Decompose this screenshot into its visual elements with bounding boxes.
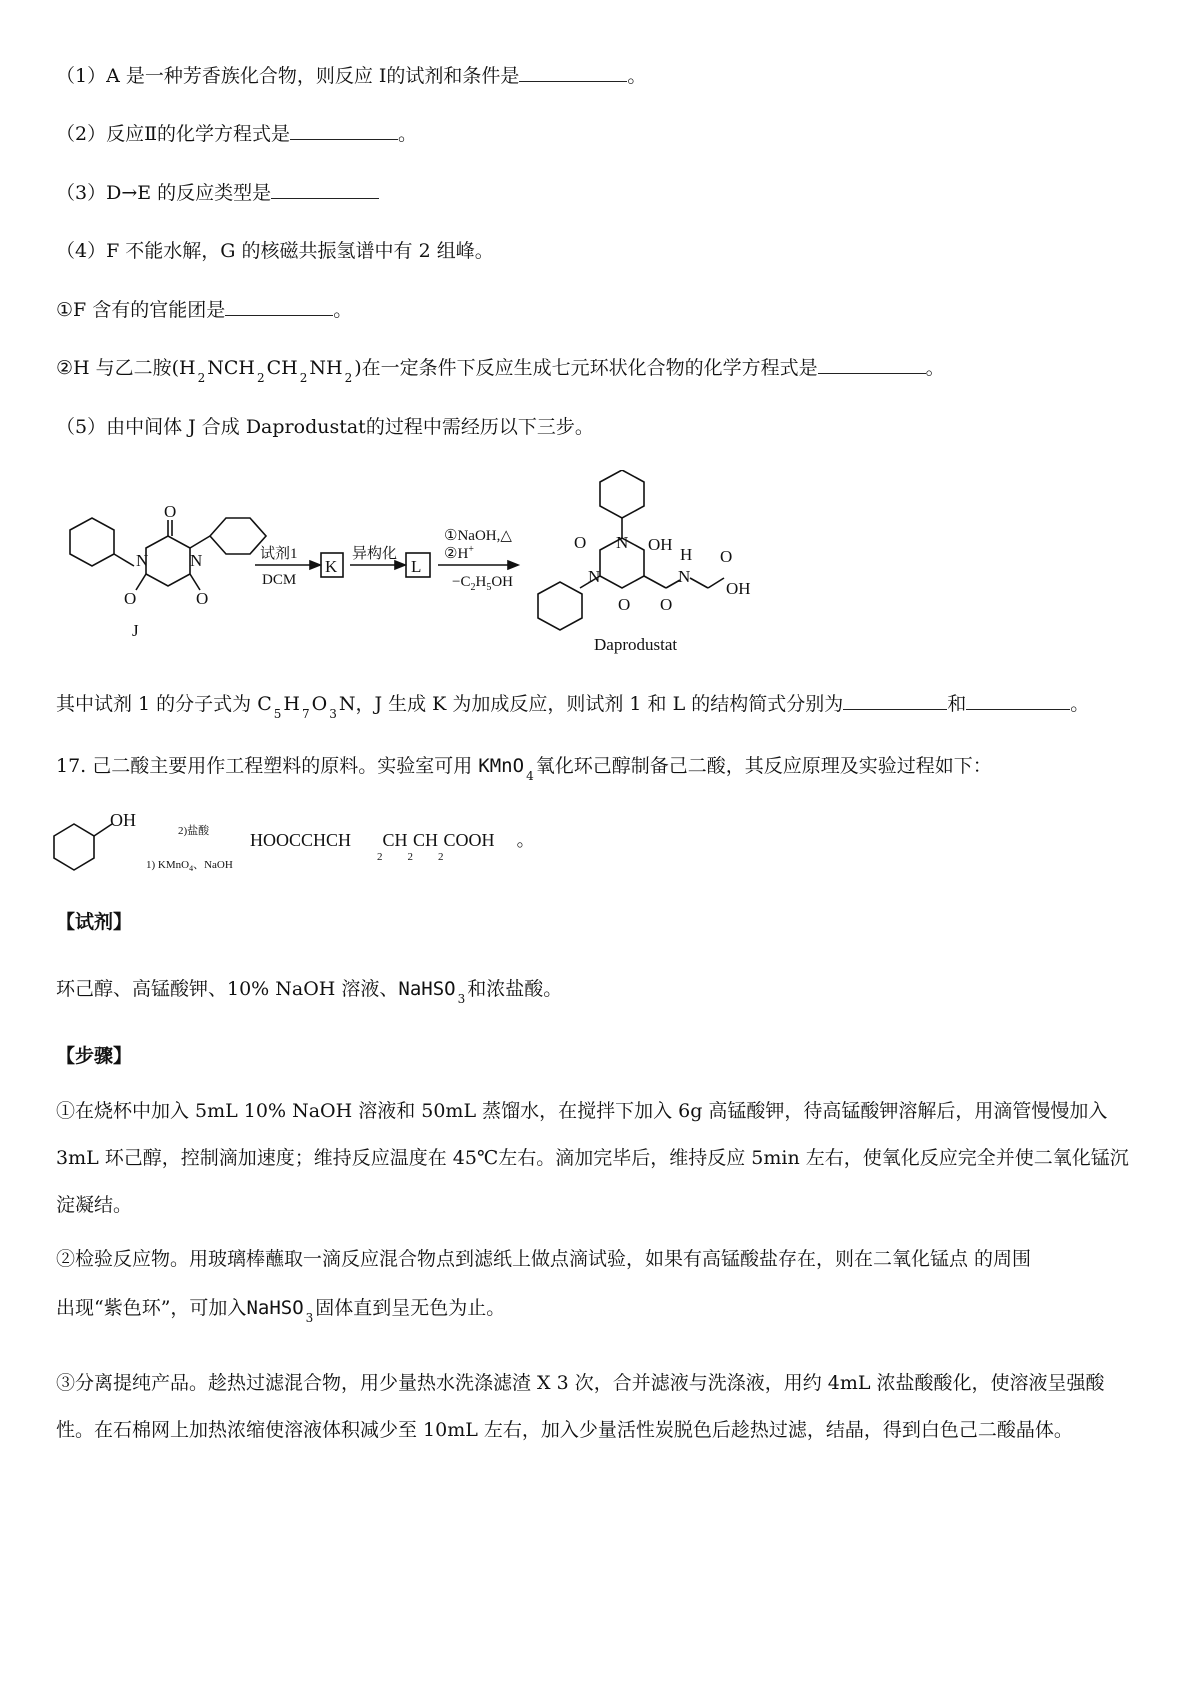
- cyclohexane-ring: [600, 470, 644, 518]
- answer-blank[interactable]: [519, 63, 627, 82]
- atom-label: O: [660, 595, 673, 614]
- atom-label: O: [720, 547, 733, 566]
- atom-label: O: [124, 589, 137, 608]
- condition-1: ①NaOH,△: [444, 528, 512, 544]
- compound-L: L: [411, 557, 422, 576]
- reagents-heading: 【试剂】: [56, 911, 133, 933]
- steps-heading: 【步骤】: [56, 1045, 133, 1067]
- isomerization-label: 异构化: [352, 546, 398, 562]
- product-label: Daprodustat: [594, 635, 678, 654]
- condition-top: 2)盐酸: [178, 825, 210, 837]
- q16-part3: （3）D→E 的反应类型是: [56, 179, 379, 207]
- q16-part5-question: 其中试剂 1 的分子式为 C $_5$ H $_7$ O $_3$ N，J 生成 K 为加成反应，则试剂 1 和 L 的结构简式分别为 和 。: [56, 693, 1090, 721]
- atom-label: N: [190, 551, 203, 570]
- atom-label: N: [588, 567, 601, 586]
- atom-label: OH: [648, 535, 673, 554]
- step-2-line1: ②检验反应物。用玻璃棒蘸取一滴反应混合物点到滤纸上做点滴试验，如果有高锰酸盐存在，则在二氧化锰点 的周围: [56, 1248, 1032, 1270]
- solvent-label: DCM: [262, 572, 297, 588]
- step-3: ③分离提纯产品。趁热过滤混合物，用少量热水洗涤滤渣 X 3 次，合并滤液与洗涤液，用约 4mL 浓盐酸酸化，使溶液呈强酸性。在石棉网上加热浓缩使溶液体积减少至 10mL 左右，加入少量活性炭脱色后趁热过滤，结晶，得到白色己二酸晶体。: [56, 1372, 1105, 1441]
- atom-label: H: [680, 545, 693, 564]
- answer-blank[interactable]: [843, 691, 947, 710]
- q16-part5: （5）由中间体 J 合成 Daprodustat的过程中需经历以下三步。: [56, 416, 594, 438]
- atom-label: OH: [726, 579, 751, 598]
- q16-part4-1: ①F 含有的官能团是 。: [56, 299, 353, 321]
- answer-blank[interactable]: [818, 355, 926, 374]
- q16-part1: （1）A 是一种芳香族化合物，则反应 Ⅰ的试剂和条件是 。: [56, 65, 647, 87]
- compound-label-J: J: [132, 621, 139, 640]
- oxidation-reaction: [40, 800, 600, 880]
- step-2-line2: 出现“紫色环”，可加入NaHSO $_3$ 固体直到呈无色为止。: [56, 1297, 506, 1325]
- elimination-label: $-C_2H_5OH$: [452, 574, 513, 593]
- cyclohexane-ring: [210, 518, 266, 554]
- atom-label: O: [164, 502, 177, 521]
- atom-label: O: [196, 589, 209, 608]
- answer-blank[interactable]: [290, 121, 398, 140]
- q17-intro: 17. 己二酸主要用作工程塑料的原料。实验室可用 KMnO $_4$ 氧化环己醇制备己二酸，其反应原理及实验过程如下：: [56, 755, 992, 783]
- cyclohexane-ring: [538, 582, 582, 630]
- answer-blank[interactable]: [966, 691, 1070, 710]
- step-1: ①在烧杯中加入 5mL 10% NaOH 溶液和 50mL 蒸馏水，在搅拌下加入 6g 高锰酸钾，待高锰酸钾溶解后，用滴管慢慢加入 3mL 环己醇，控制滴加速度；维持反应温度在 45℃左右。滴加完毕后，维持反应 5min 左右，使氧化反应完全并使二氧化锰沉淀凝结。: [56, 1100, 1129, 1216]
- synthesis-scheme: [40, 470, 760, 670]
- compound-K: K: [325, 557, 338, 576]
- hydroxyl-label: OH: [110, 810, 136, 830]
- atom-label: O: [574, 533, 587, 552]
- product-formula: $HOOCCHCH_2CH_2CH_2COOH$ 。: [250, 830, 535, 863]
- atom-label: O: [618, 595, 631, 614]
- atom-label: N: [678, 567, 691, 586]
- reagent-label: 试剂1: [260, 546, 298, 562]
- atom-label: N: [616, 533, 629, 552]
- cyclohexane-ring: [70, 518, 114, 566]
- answer-blank[interactable]: [225, 297, 333, 316]
- cyclohexanol-ring: [54, 824, 94, 870]
- atom-label: N: [136, 551, 149, 570]
- condition-2: ②H+: [444, 544, 474, 562]
- answer-blank[interactable]: [271, 180, 379, 199]
- q16-part4: （4）F 不能水解，G 的核磁共振氢谱中有 2 组峰。: [56, 240, 494, 262]
- q16-part2: （2）反应Ⅱ的化学方程式是 。: [56, 123, 418, 145]
- condition-bottom: 1) KMnO$_4$、NaOH: [146, 859, 233, 873]
- reagents-list: 环己醇、高锰酸钾、10% NaOH 溶液、NaHSO $_3$ 和浓盐酸。: [56, 978, 563, 1006]
- pyrimidine-ring: [146, 536, 190, 586]
- q16-part4-2: ②H 与乙二胺(H $_2$ NCH $_2$ CH $_2$ NH $_2$ )在一定条件下反应生成七元环状化合物的化学方程式是 。: [56, 357, 945, 385]
